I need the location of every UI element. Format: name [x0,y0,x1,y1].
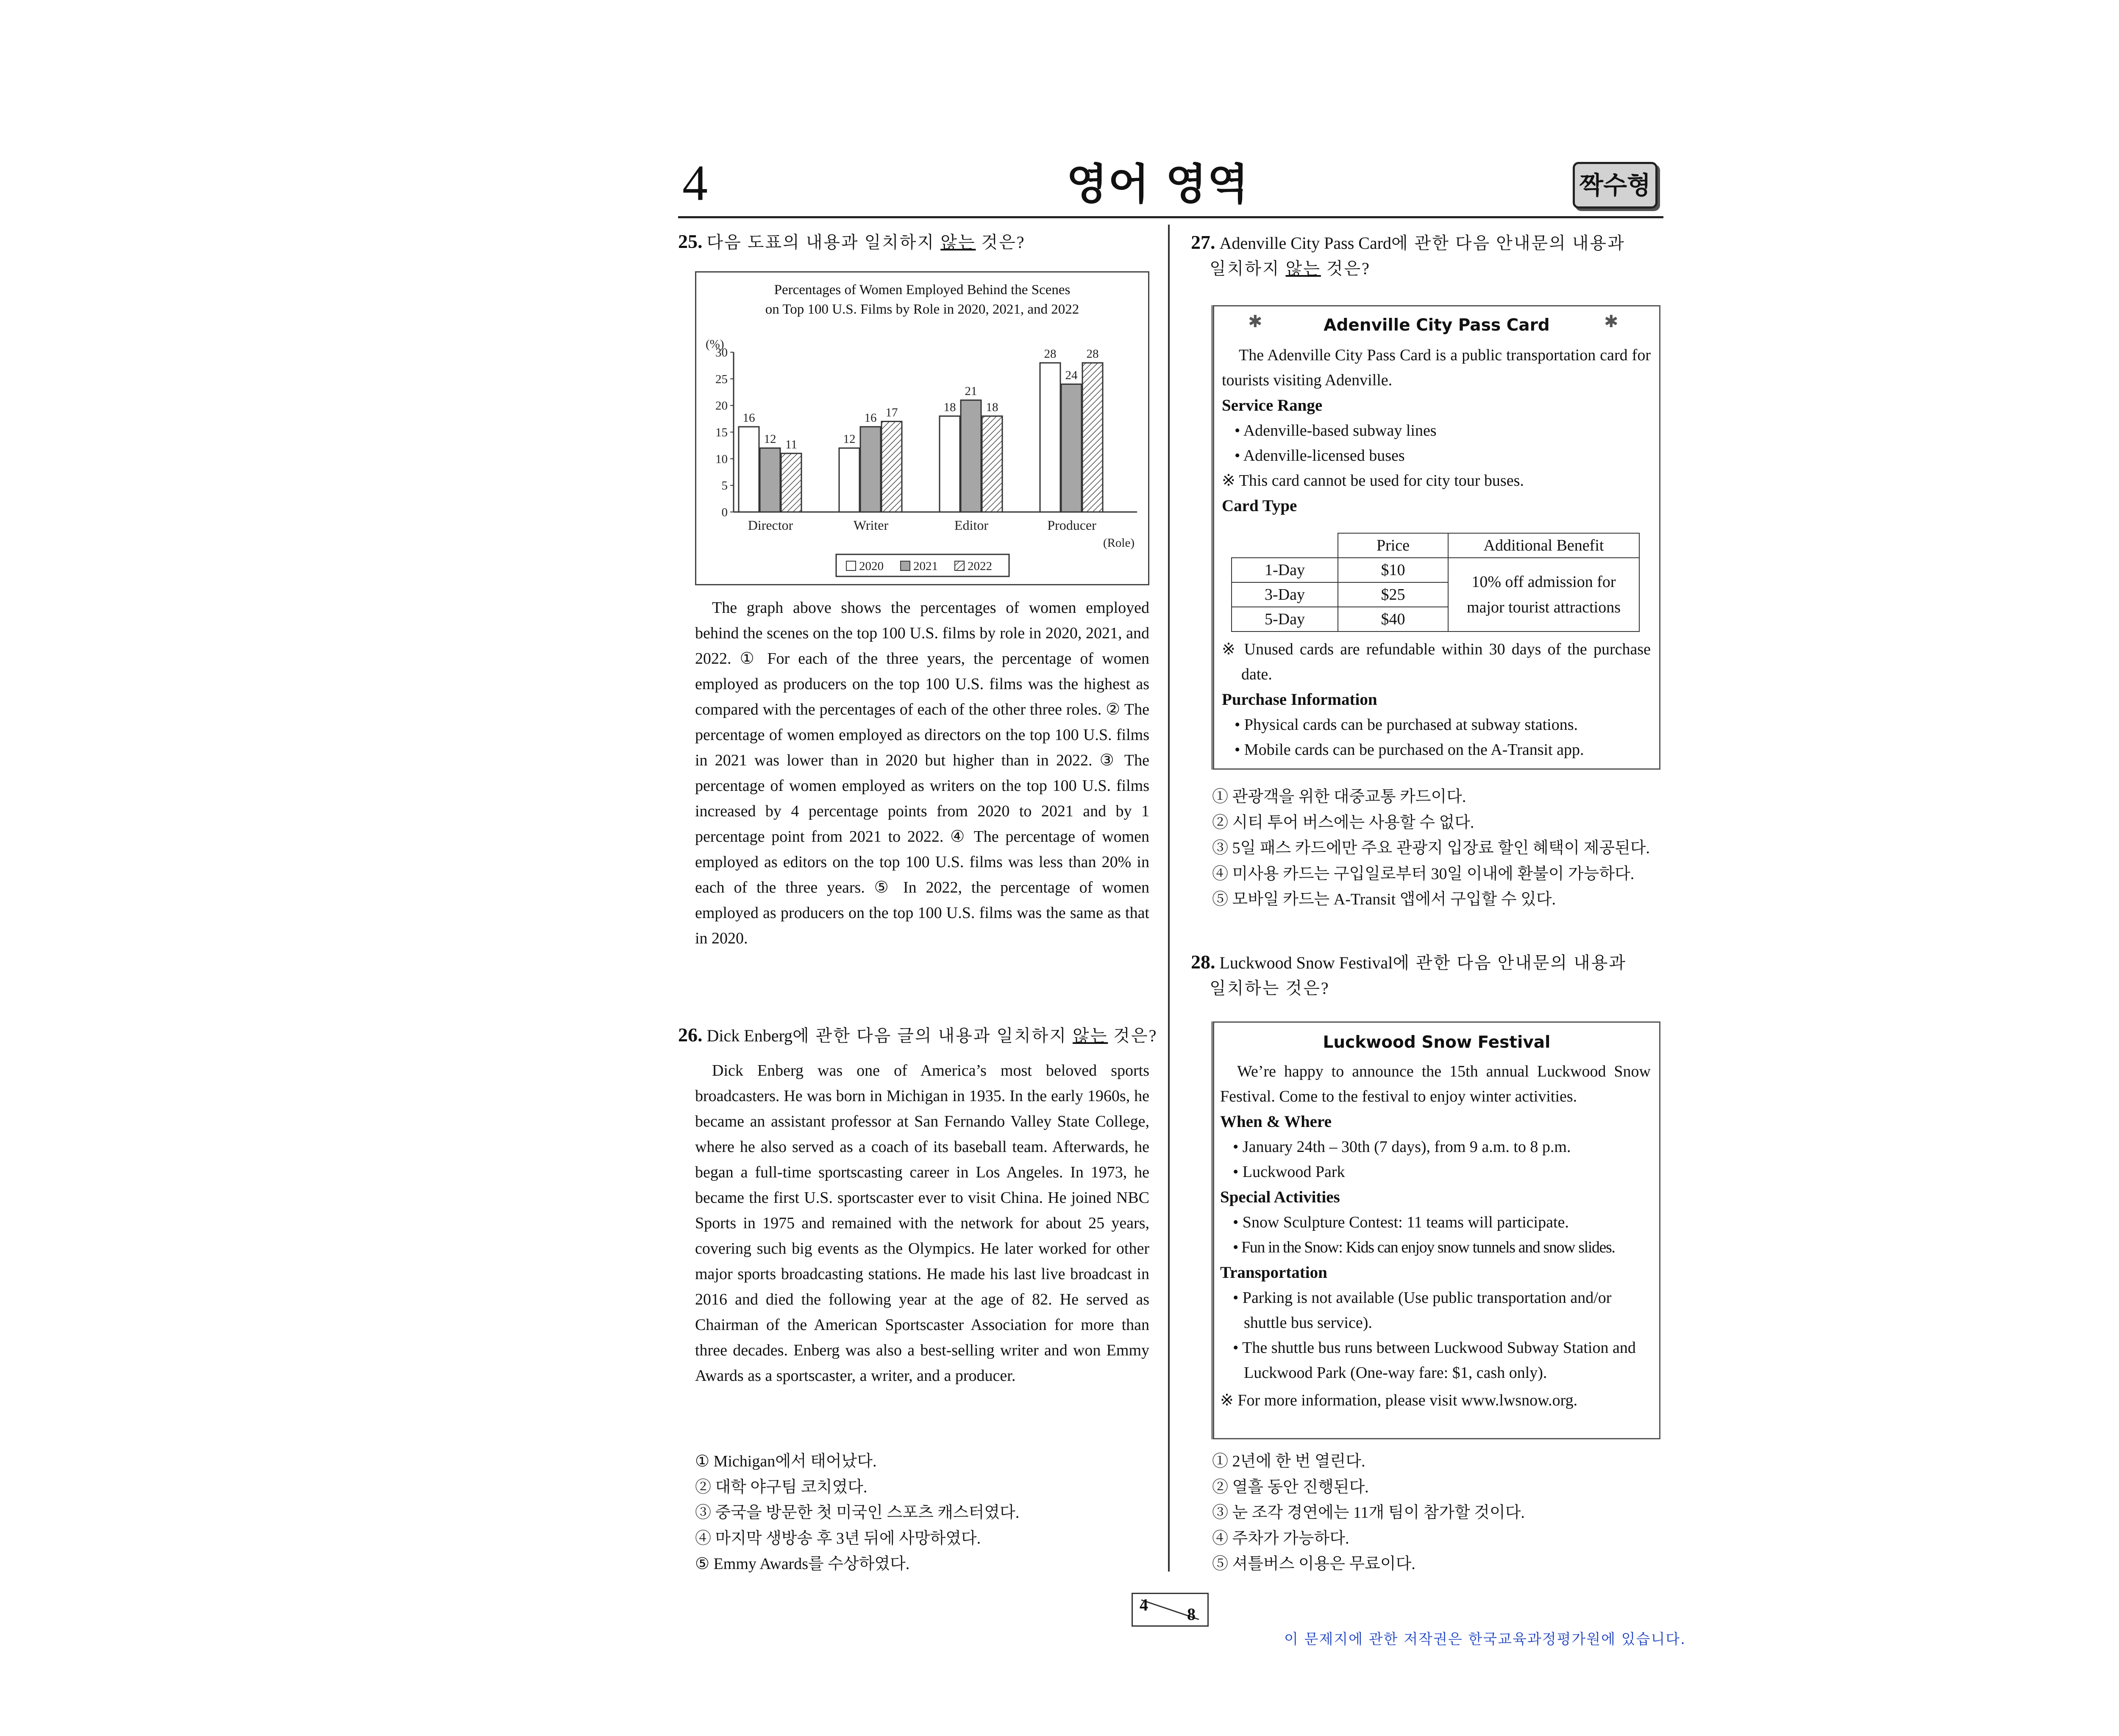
page-current: 4 [1140,1595,1148,1614]
card-type-cell: 1-Day [1232,558,1338,582]
transport-item: • Parking is not available (Use public transportation and/or shuttle bus service). [1233,1289,1612,1332]
category-label: Editor [954,517,988,533]
y-tick-label: 25 [715,372,728,386]
bar-2022 [982,416,1002,512]
y-tick-label: 20 [715,399,728,413]
header-divider [678,216,1663,218]
legend-swatch-2022 [955,561,964,570]
y-tick-label: 10 [715,452,728,466]
bar-2020 [739,427,759,512]
transportation-heading: Transportation [1220,1263,1327,1282]
notice-title: Luckwood Snow Festival [1323,1033,1551,1052]
card-type-cell: 5-Day [1232,607,1338,632]
notice-title: Adenville City Pass Card [1324,316,1550,335]
data-label: 12 [764,432,776,446]
bar-2021 [1061,384,1082,512]
section-title: 영어 영역 [1066,159,1249,209]
card-type-table [1231,533,1640,632]
question-number: 28. [1191,951,1215,973]
y-tick-label: 15 [715,426,728,440]
data-label: 21 [965,384,977,398]
activity-item: • Snow Sculpture Contest: 11 teams will participate. [1233,1213,1569,1231]
adenville-notice [1213,305,1660,770]
more-info-note: ※ For more information, please visit www.lwsnow.org. [1220,1391,1578,1409]
chart-container [695,271,1149,585]
data-label: 12 [843,432,856,446]
page-indicator [1132,1593,1209,1627]
choice-4[interactable]: ④ 주차가 가능하다. [1212,1529,1349,1547]
y-tick-label: 30 [715,346,728,359]
choice-1[interactable]: ① 관광객을 위한 대중교통 카드이다. [1212,788,1466,806]
choice-4[interactable]: ④ 마지막 생방송 후 3년 뒤에 사망하였다. [695,1529,981,1547]
x-axis-label: (Role) [1103,536,1135,550]
data-label: 18 [943,400,956,414]
activities-heading: Special Activities [1220,1188,1340,1206]
purchase-heading: Purchase Information [1222,690,1377,709]
bar-2021 [860,427,881,512]
service-range-heading: Service Range [1222,396,1323,415]
question-26-choices [695,1449,1019,1577]
bar-2022 [781,453,801,512]
price-cell: $25 [1338,582,1448,607]
price-cell: $10 [1338,558,1448,582]
copyright-notice: 이 문제지에 관한 저작권은 한국교육과정평가원에 있습니다. [1284,1631,1686,1648]
when-item: • January 24th – 30th (7 days), from 9 a.m. to 8 p.m. [1233,1138,1571,1156]
column-divider [1168,225,1170,1572]
question-number: 26. [678,1024,703,1046]
data-label: 24 [1065,368,1078,382]
notice-intro: We’re happy to announce the 15th annual Luckwood Snow Festival. Come to the festival to enjoy winter activities. [1220,1063,1651,1105]
bar-2020 [1040,363,1060,512]
price-cell: $40 [1338,607,1448,632]
page-total: 8 [1187,1605,1196,1624]
bar-2020 [940,416,960,512]
when-where-heading: When & Where [1220,1113,1332,1131]
when-item: • Luckwood Park [1233,1163,1345,1181]
choice-2[interactable]: ② 열흘 동안 진행된다. [1212,1478,1369,1496]
legend-swatch-2021 [901,561,910,570]
data-label: 11 [785,437,797,451]
pin-icon: ✱ [1248,312,1263,331]
activity-item: • Fun in the Snow: Kids can enjoy snow tunnels and snow slides. [1233,1238,1615,1256]
choice-3[interactable]: ③ 중국을 방문한 첫 미국인 스포츠 캐스터였다. [695,1504,1020,1522]
transport-item: • The shuttle bus runs between Luckwood Subway Station and Luckwood Park (One-way fare: $1, cash only). [1233,1339,1636,1382]
data-label: 28 [1044,347,1057,361]
y-axis-label: (%) [706,337,724,351]
data-label: 18 [986,400,998,414]
page-number: 4 [682,155,708,211]
service-note: ※ This card cannot be used for city tour buses. [1222,472,1524,490]
bar-2020 [839,448,859,512]
category-label: Writer [853,517,889,533]
purchase-item: • Mobile cards can be purchased on the A-Transit app. [1235,741,1584,759]
category-label: Producer [1047,517,1096,533]
paper-type-badge: 짝수형 [1573,162,1657,209]
question-25-prompt: 25. 다음 도표의 내용과 일치하지 않는 것은? [678,231,1026,252]
question-26-prompt: 26. Dick Enberg에 관한 다음 글의 내용과 일치하지 않는 것은? [678,1024,1158,1046]
choice-2[interactable]: ② 시티 투어 버스에는 사용할 수 없다. [1212,813,1474,832]
choice-3[interactable]: ③ 눈 조각 경연에는 11개 팀이 참가할 것이다. [1212,1504,1525,1522]
legend-swatch-2020 [846,561,856,570]
question-27-choices [1212,784,1650,913]
question-25-passage: The graph above shows the percentages of women employed behind the scenes on the top 100 U.S. films by role in 2020, 2021, and 2022. ① For each of the three years, the percentage of women employed as producers on the top 100 U.S. films was the highest as compared with the percentages of each of the other three roles. ② The percentage of women employed as directors on the top 100 U.S. films in 2021 was lower than in 2020 but higher than in 2022. ③ The percentage of women employed as writers on the top 100 U.S. films increased by 4 percentage points from 2020 to 2021 and by 1 percentage point from 2021 to 2022. ④ The percentage of women employed as editors on the top 100 U.S. films was less than 20% in each of the three years. ⑤ In 2022, the percentage of women employed as producers on the top 100 U.S. films was the same as that in 2020. [695,599,1149,947]
question-26-passage: Dick Enberg was one of America’s most beloved sports broadcasters. He was born in Michigan in 1935. In the early 1960s, he became an assistant professor at San Fernando Valley State College, where he also served as a coach of its baseball team. Afterwards, he began a full-time sportscasting career in Los Angeles. In 1973, he became the first U.S. sportscaster ever to visit China. He joined NBC Sports in 1975 and remained with the network for about 25 years, covering such big events as the Olympics. He later worked for other major sports broadcasting stations. He made his last live broadcast in 2016 and died the following year at the age of 82. He served as Chairman of the American Sportscaster Association for more than three decades. Enberg was also a best-selling writer and won Emmy Awards as a sportscaster, a writer, and a producer. [695,1062,1149,1385]
chart-title-line1: Percentages of Women Employed Behind the Scenes [774,282,1071,298]
legend-label: 2021 [913,559,938,573]
service-item: • Adenville-licensed buses [1235,447,1405,465]
service-item: • Adenville-based subway lines [1235,422,1437,440]
bar-2022 [1082,363,1103,512]
data-label: 17 [885,406,898,420]
choice-2[interactable]: ② 대학 야구팀 코치였다. [695,1478,868,1496]
data-label: 16 [864,411,877,425]
question-number: 27. [1191,231,1215,253]
choice-4[interactable]: ④ 미사용 카드는 구입일로부터 30일 이내에 환불이 가능하다. [1212,865,1635,883]
category-label: Director [748,517,793,533]
chart-title-line2: on Top 100 U.S. Films by Role in 2020, 2021, and 2022 [765,302,1079,317]
card-type-heading: Card Type [1222,497,1297,515]
question-28-choices [1212,1449,1525,1577]
card-type-cell: 3-Day [1232,582,1338,607]
data-label: 28 [1086,347,1099,361]
bar-2021 [760,448,780,512]
question-27-prompt: 27. Adenville City Pass Card에 관한 다음 안내문의 내용과 일치하지 않는 것은? [1191,231,1625,278]
y-tick-label: 5 [721,479,728,493]
pin-icon: ✱ [1604,312,1618,331]
bar-2021 [961,400,981,512]
benefit-cell: 10% off admission for major tourist attractions [1448,558,1639,632]
question-28-prompt: 28. Luckwood Snow Festival에 관한 다음 안내문의 내용과 일치하는 것은? [1191,951,1627,998]
question-number: 25. [678,231,703,252]
refund-note: ※ Unused cards are refundable within 30 days of the purchase date. [1222,640,1651,683]
choice-5[interactable]: ⑤ 셔틀버스 이용은 무료이다. [1212,1555,1415,1573]
price-header: Price [1338,533,1448,558]
notice-intro: The Adenville City Pass Card is a public transportation card for tourists visiting Adenville. [1222,346,1651,389]
benefit-header: Additional Benefit [1448,533,1639,558]
bar-2022 [882,421,902,512]
luckwood-notice [1213,1021,1660,1439]
choice-1[interactable]: ① 2년에 한 번 열린다. [1212,1452,1365,1470]
choice-3[interactable]: ③ 5일 패스 카드에만 주요 관광지 입장료 할인 혜택이 제공된다. [1212,839,1650,857]
data-label: 16 [742,411,755,425]
legend-label: 2020 [859,559,884,573]
purchase-item: • Physical cards can be purchased at subway stations. [1235,716,1578,734]
choice-5[interactable]: ⑤ Emmy Awards를 수상하였다. [695,1555,910,1573]
choice-1[interactable]: ① Michigan에서 태어났다. [695,1452,877,1470]
bar-chart [696,273,1148,584]
choice-5[interactable]: ⑤ 모바일 카드는 A-Transit 앱에서 구입할 수 있다. [1212,890,1556,908]
y-tick-label: 0 [721,506,728,519]
legend-label: 2022 [968,559,992,573]
